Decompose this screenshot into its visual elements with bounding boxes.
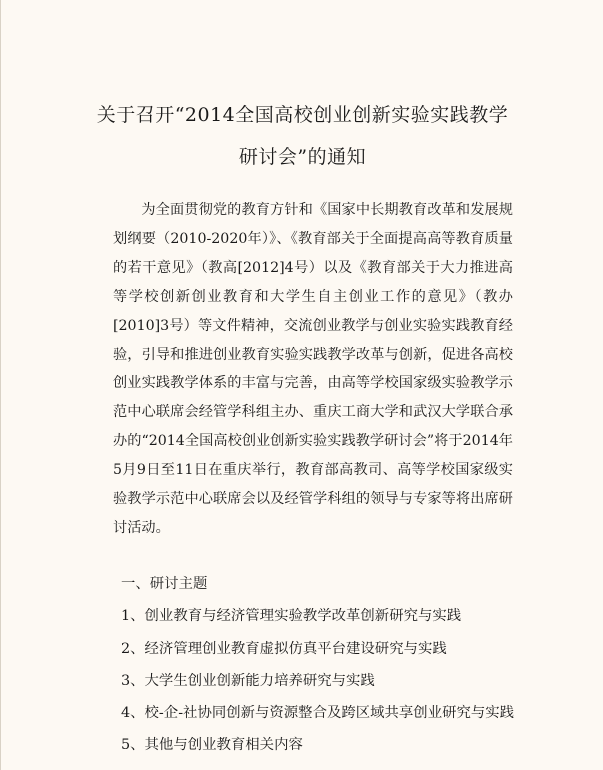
topic-item-1: 1、创业教育与经济管理实验教学改革创新研究与实践 [121, 608, 462, 624]
topic-item-2: 2、经济管理创业教育虚拟仿真平台建设研究与实践 [121, 641, 447, 657]
topic-item-5: 5、其他与创业教育相关内容 [121, 737, 303, 753]
topic-item-4: 4、校-企-社协同创新与资源整合及跨区域共享创业研究与实践 [121, 705, 515, 721]
body-paragraph: 为全面贯彻党的教育方针和《国家中长期教育改革和发展规划纲要（2010-2020年）》、《教育部关于全面提高高等教育质量的若干意见》（教高[2012]4号）以及《教育部关于大力推进高等学校创新创业教育和大学生自主创业工作的意见》（教办[2010]3号）等文件精神，交流创业教学与创业实验实践教育经验，引导和推进创业教育实验实践教学改革与创新，促进各高校创业实践教学体系的丰富与完善，由高等学校国家级实验教学示范中心联席会经管学科组主办、重庆工商大学和武汉大学联合承办的“2014全国高校创业创新实验实践教学研讨会”将于2014年5月9日至11日在重庆举行，教育部高教司、高等学校国家级实验教学示范中心联席会以及经管学科组的领导与专家等将出席研讨活动。 [113, 202, 513, 536]
section-heading: 一、研讨主题 [121, 576, 208, 592]
title-line-2: 研讨会”的通知 [238, 146, 367, 168]
topic-item-3: 3、大学生创业创新能力培养研究与实践 [121, 673, 375, 689]
title-line-1: 关于召开“2014全国高校创业创新实验实践教学 [96, 104, 509, 126]
